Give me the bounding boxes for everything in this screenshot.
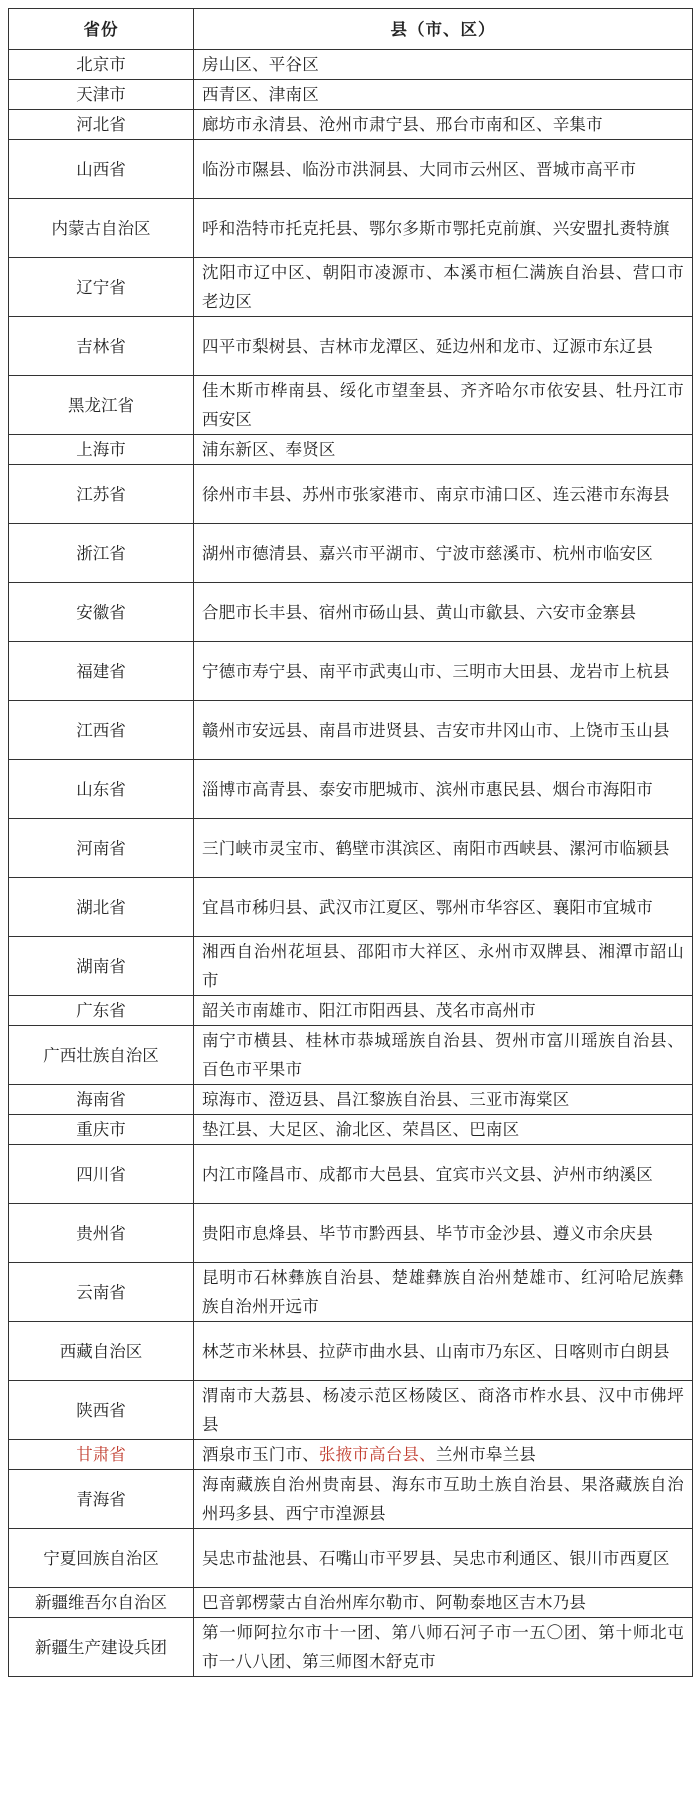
counties-cell: 临汾市隰县、临汾市洪洞县、大同市云州区、晋城市高平市 [194,140,693,199]
counties-cell: 呼和浩特市托克托县、鄂尔多斯市鄂托克前旗、兴安盟扎赉特旗 [194,199,693,258]
table-row [9,1145,693,1204]
province-cell: 重庆市 [9,1115,194,1145]
counties-cell: 宜昌市秭归县、武汉市江夏区、鄂州市华容区、襄阳市宜城市 [194,878,693,937]
table-row [9,317,693,376]
counties-cell: 湘西自治州花垣县、邵阳市大祥区、永州市双牌县、湘潭市韶山市 [194,937,693,996]
province-cell: 福建省 [9,642,194,701]
counties-cell: 南宁市横县、桂林市恭城瑶族自治县、贺州市富川瑶族自治县、百色市平果市 [194,1026,693,1085]
province-cell: 辽宁省 [9,258,194,317]
province-cell: 湖南省 [9,937,194,996]
table-row [9,701,693,760]
province-cell: 浙江省 [9,524,194,583]
table-row [9,435,693,465]
table-row [9,1618,693,1677]
counties-cell: 渭南市大荔县、杨凌示范区杨陵区、商洛市柞水县、汉中市佛坪县 [194,1381,693,1440]
province-cell: 广西壮族自治区 [9,1026,194,1085]
province-cell: 新疆生产建设兵团 [9,1618,194,1677]
counties-cell: 沈阳市辽中区、朝阳市凌源市、本溪市桓仁满族自治县、营口市老边区 [194,258,693,317]
province-cell: 西藏自治区 [9,1322,194,1381]
counties-cell: 宁德市寿宁县、南平市武夷山市、三明市大田县、龙岩市上杭县 [194,642,693,701]
counties-cell: 淄博市高青县、泰安市肥城市、滨州市惠民县、烟台市海阳市 [194,760,693,819]
table-row [9,524,693,583]
province-cell: 河南省 [9,819,194,878]
province-cell: 江苏省 [9,465,194,524]
province-cell: 陕西省 [9,1381,194,1440]
table-row [9,376,693,435]
counties-cell: 垫江县、大足区、渝北区、荣昌区、巴南区 [194,1115,693,1145]
county-table [8,8,693,1677]
table-row [9,50,693,80]
counties-cell: 第一师阿拉尔市十一团、第八师石河子市一五〇团、第十师北屯市一八八团、第三师图木舒克市 [194,1618,693,1677]
table-row [9,878,693,937]
table-row [9,1529,693,1588]
province-cell-highlighted: 甘肃省 [9,1440,194,1470]
province-cell: 北京市 [9,50,194,80]
counties-cell: 巴音郭楞蒙古自治州库尔勒市、阿勒泰地区吉木乃县 [194,1588,693,1618]
county-list-document [8,8,692,1677]
table-row [9,1263,693,1322]
counties-cell: 浦东新区、奉贤区 [194,435,693,465]
counties-cell: 西青区、津南区 [194,80,693,110]
counties-cell [194,1440,693,1470]
province-cell: 黑龙江省 [9,376,194,435]
table-header-row [9,9,693,50]
table-row [9,760,693,819]
province-cell: 新疆维吾尔自治区 [9,1588,194,1618]
table-row [9,1026,693,1085]
counties-cell: 三门峡市灵宝市、鹤壁市淇滨区、南阳市西峡县、漯河市临颍县 [194,819,693,878]
counties-cell: 房山区、平谷区 [194,50,693,80]
counties-cell: 韶关市南雄市、阳江市阳西县、茂名市高州市 [194,996,693,1026]
table-row [9,140,693,199]
table-row [9,465,693,524]
table-row [9,642,693,701]
table-row [9,1204,693,1263]
province-cell: 吉林省 [9,317,194,376]
table-row [9,1588,693,1618]
table-row [9,937,693,996]
counties-cell: 贵阳市息烽县、毕节市黔西县、毕节市金沙县、遵义市余庆县 [194,1204,693,1263]
province-cell: 宁夏回族自治区 [9,1529,194,1588]
counties-cell: 琼海市、澄迈县、昌江黎族自治县、三亚市海棠区 [194,1085,693,1115]
county-segment: 兰州市皋兰县 [435,1445,537,1464]
province-cell: 山东省 [9,760,194,819]
counties-cell: 昆明市石林彝族自治县、楚雄彝族自治州楚雄市、红河哈尼族彝族自治州开远市 [194,1263,693,1322]
province-cell: 安徽省 [9,583,194,642]
province-cell: 内蒙古自治区 [9,199,194,258]
province-cell: 四川省 [9,1145,194,1204]
province-cell: 湖北省 [9,878,194,937]
province-cell: 贵州省 [9,1204,194,1263]
header-province: 省份 [9,9,194,50]
county-segment-highlighted: 张掖市高台县、 [318,1445,436,1464]
counties-cell: 赣州市安远县、南昌市进贤县、吉安市井冈山市、上饶市玉山县 [194,701,693,760]
counties-cell: 林芝市米林县、拉萨市曲水县、山南市乃东区、日喀则市白朗县 [194,1322,693,1381]
counties-cell: 吴忠市盐池县、石嘴山市平罗县、吴忠市利通区、银川市西夏区 [194,1529,693,1588]
table-row [9,819,693,878]
counties-cell: 徐州市丰县、苏州市张家港市、南京市浦口区、连云港市东海县 [194,465,693,524]
counties-cell: 佳木斯市桦南县、绥化市望奎县、齐齐哈尔市依安县、牡丹江市西安区 [194,376,693,435]
table-row [9,80,693,110]
table-row [9,1115,693,1145]
table-row-highlighted [9,1440,693,1470]
counties-cell: 四平市梨树县、吉林市龙潭区、延边州和龙市、辽源市东辽县 [194,317,693,376]
province-cell: 江西省 [9,701,194,760]
counties-cell: 廊坊市永清县、沧州市肃宁县、邢台市南和区、辛集市 [194,110,693,140]
province-cell: 山西省 [9,140,194,199]
table-row [9,583,693,642]
counties-cell: 湖州市德清县、嘉兴市平湖市、宁波市慈溪市、杭州市临安区 [194,524,693,583]
province-cell: 上海市 [9,435,194,465]
table-row [9,1470,693,1529]
province-cell: 河北省 [9,110,194,140]
table-row [9,1381,693,1440]
table-row [9,1322,693,1381]
table-row [9,110,693,140]
table-row [9,258,693,317]
table-row [9,199,693,258]
province-cell: 广东省 [9,996,194,1026]
header-counties: 县（市、区） [194,9,693,50]
province-cell: 天津市 [9,80,194,110]
province-cell: 青海省 [9,1470,194,1529]
counties-cell: 合肥市长丰县、宿州市砀山县、黄山市歙县、六安市金寨县 [194,583,693,642]
table-row [9,1085,693,1115]
province-cell: 云南省 [9,1263,194,1322]
counties-cell: 内江市隆昌市、成都市大邑县、宜宾市兴文县、泸州市纳溪区 [194,1145,693,1204]
counties-cell: 海南藏族自治州贵南县、海东市互助土族自治县、果洛藏族自治州玛多县、西宁市湟源县 [194,1470,693,1529]
county-segment: 酒泉市玉门市、 [202,1445,319,1464]
table-row [9,996,693,1026]
province-cell: 海南省 [9,1085,194,1115]
